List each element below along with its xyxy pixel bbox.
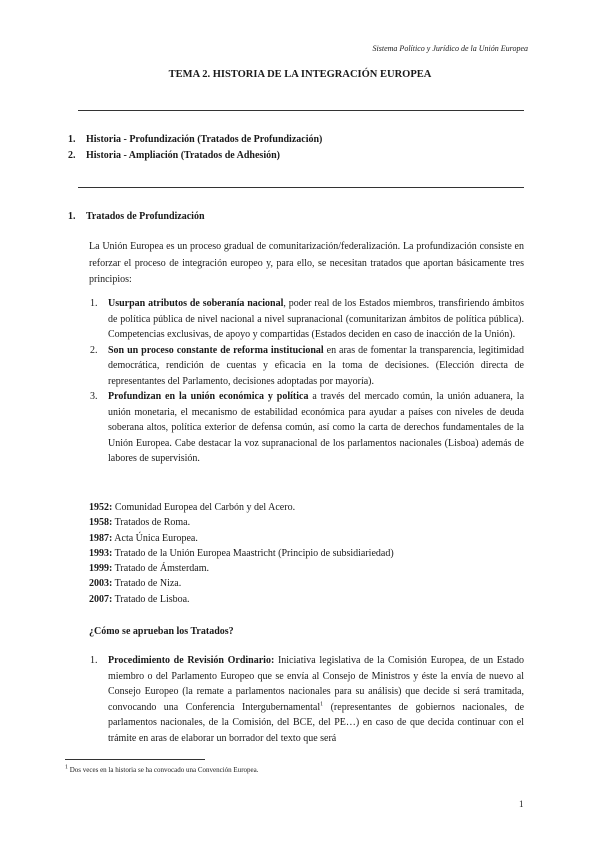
timeline-entry <box>89 531 394 546</box>
page-number: 1 <box>519 799 524 809</box>
list-item-number: 1. <box>90 298 98 309</box>
section-title: Tratados de Profundización <box>86 211 205 222</box>
footnote-divider <box>65 759 205 760</box>
timeline-year: 1987: <box>89 532 113 544</box>
timeline-event: Tratado de Lisboa. <box>112 593 190 605</box>
timeline-year: 1952: <box>89 502 113 513</box>
treaty-timeline <box>89 500 394 607</box>
toc-item <box>68 150 280 161</box>
list-item-text: , poder real de los Estados miembros, transfiriendo ámbitos de política pública de nivel nacional a nivel supranacional (comunitarizan ámbitos de política pública). Competencias exclusivas, de apoyo y compartidas (Estados deciden en caso de inacción de la Unión). <box>108 298 524 340</box>
intro-paragraph: La Unión Europea es un proceso gradual de comunitarización/federalización. La profundización consiste en reforzar el proceso de integración europeo y, para ello, se necesitan tratados que aportan básicamente tres principios: <box>89 241 524 285</box>
procedure-title: Procedimiento de Revisión Ordinario: <box>108 655 275 666</box>
procedure-text-a: Iniciativa legislativa de la Comisión Europea, de un Estado miembro o del Parlamento Europeo que se envía al Consejo de Ministros y éste la envía de nuevo al Consejo Europeo (la remate a parlamentos nacionales para su análisis) que decide si será tramitada, convocando una Conferencia Intergubernamental <box>108 655 524 713</box>
list-item-number: 1. <box>90 655 98 666</box>
timeline-entry <box>89 561 394 576</box>
list-item <box>90 653 524 747</box>
procedure-list <box>90 653 524 747</box>
page-title: TEMA 2. HISTORIA DE LA INTEGRACIÓN EUROPEA <box>168 69 432 80</box>
footnote-ref[interactable]: 1 <box>320 701 324 708</box>
section-heading <box>68 211 205 222</box>
timeline-entry <box>89 592 394 607</box>
timeline-year: 1993: <box>89 547 113 559</box>
toc-item-number: 2. <box>68 150 76 161</box>
timeline-entry <box>89 576 394 591</box>
timeline-event: Acta Única Europea. <box>112 532 198 544</box>
timeline-event: Tratado de Niza. <box>112 578 182 590</box>
list-item-bold: Usurpan atributos de soberanía nacional <box>108 298 284 309</box>
toc-item-label: Historia - Ampliación (Tratados de Adhesión) <box>86 150 280 161</box>
toc-item-label: Historia - Profundización (Tratados de Profundización) <box>86 134 323 145</box>
list-item-bold: Son un proceso constante de reforma institucional <box>108 344 324 356</box>
timeline-event: Comunidad Europea del Carbón y del Acero. <box>112 502 296 513</box>
list-item <box>90 343 524 390</box>
timeline-event: Tratado de Ámsterdam. <box>112 563 209 575</box>
timeline-year: 1958: <box>89 517 113 529</box>
timeline-event: Tratados de Roma. <box>112 517 191 529</box>
timeline-entry <box>89 515 394 530</box>
section-number: 1. <box>68 211 76 222</box>
footnote <box>65 766 259 774</box>
divider-bottom <box>78 187 524 188</box>
timeline-year: 1999: <box>89 563 113 575</box>
procedure-text-b: (representantes de gobiernos nacionales, de parlamentos nacionales, de la Comisión, del BCE, del PE…) en caso de que decida continuar con el trámite en aras de elaborar un borrador del texto que será <box>108 701 525 744</box>
timeline-year: 2007: <box>89 593 113 605</box>
principles-list <box>90 296 524 467</box>
running-header: Sistema Político y Jurídico de la Unión Europea <box>372 44 528 53</box>
list-item <box>90 296 524 343</box>
toc-item-number: 1. <box>68 134 76 145</box>
list-item-number: 3. <box>90 391 98 402</box>
list-item-text: a través del mercado común, la unión aduanera, la unión monetaria, el mecanismo de estabilidad económica para ayudar a países con niveles de deuda soberana altos, política exterior de defensa común, así como la carta de derechos fundamentales de la Unión Europea. Cabe destacar la voz supranacional de los parlamentos nacionales (Lisboa) además de labores de supervisión. <box>108 391 525 464</box>
toc-item <box>68 134 322 145</box>
footnote-text: Dos veces en la historia se ha convocado una Convención Europea. <box>68 766 259 774</box>
divider-top <box>78 110 524 111</box>
timeline-entry <box>89 546 394 561</box>
list-item-text: en aras de fomentar la transparencia, legitimidad democrática, rendición de cuentas y eficacia en la toma de decisiones. (Elección directa de representantes del Parlamento, decisiones adoptadas por mayoría). <box>108 344 524 387</box>
list-item-bold: Profundizan en la unión económica y política <box>108 391 309 402</box>
subsection-question: ¿Cómo se aprueban los Tratados? <box>89 626 234 637</box>
list-item <box>90 389 524 467</box>
list-item-number: 2. <box>90 344 98 356</box>
timeline-event: Tratado de la Unión Europea Maastricht (Principio de subsidiariedad) <box>112 547 394 559</box>
timeline-year: 2003: <box>89 578 113 590</box>
timeline-entry <box>89 500 394 515</box>
footnote-number: 1 <box>65 764 68 771</box>
